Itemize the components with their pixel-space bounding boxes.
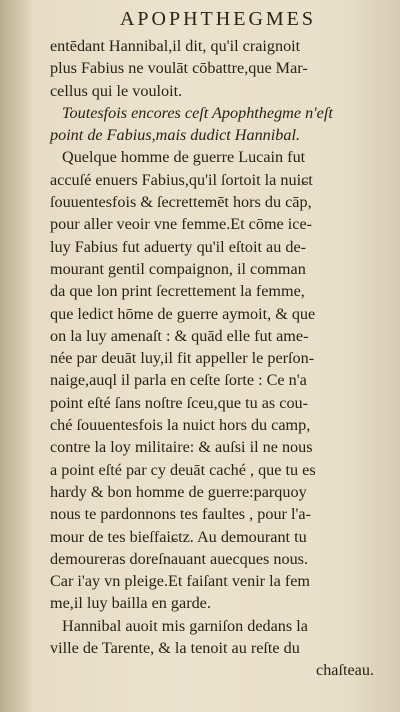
- text-line: mour de tes bieſfaiɕtz. Au demourant tu: [50, 527, 307, 546]
- text-line: hardy & bon homme de guerre:parquoy: [50, 482, 307, 501]
- text-line: me,il luy bailla en garde.: [50, 594, 211, 613]
- text-line: point eſté ſans noſtre ſceu,que tu as cou-: [50, 393, 309, 412]
- gutter-shadow: [0, 0, 34, 712]
- text-line: Car i'ay vn pleige.Et faiſant venir la fem: [50, 572, 311, 591]
- text-line: on la luy amenaſt : & quād elle fut ame-: [50, 326, 309, 345]
- text-line: point de Fabius,mais dudict Hannibal.: [50, 126, 300, 145]
- text-line: ville de Tarente, & la tenoit au reſte du: [50, 639, 300, 658]
- text-line: naige,auql il parla en ceſte ſorte : Ce n'a: [50, 371, 307, 390]
- text-line: Quelque homme de guerre Lucain fut: [62, 148, 306, 167]
- text-line: a point eſté par cy deuāt caché , que tu es: [50, 460, 316, 479]
- text-line: nous te pardonnons tes faultes , pour l'a-: [50, 505, 311, 524]
- text-block: [50, 35, 386, 682]
- text-line: ſouuentesfois & ſecrettemēt hors du cāp,: [50, 193, 312, 212]
- text-line: cellus qui le vouloit.: [50, 81, 183, 100]
- text-line: da que lon print ſecrettement la femme,: [50, 282, 305, 301]
- text-line: plus Fabius ne voulāt cōbattre,que Mar-: [50, 59, 308, 78]
- text-line: luy Fabius fut aduerty qu'il eſtoit au de-: [50, 237, 307, 256]
- text-line: accuſé enuers Fabius,qu'il ſortoit la nuiɕt: [50, 170, 313, 189]
- text-line: mourant gentil compaignon, il comman: [50, 259, 306, 278]
- text-line: Hannibal auoit mis garniſon dedans la: [62, 616, 308, 635]
- text-line: née par deuāt luy,il fit appeller le perſon-: [50, 349, 315, 368]
- text-line: Toutesfois encores ceſt Apophthegme n'eſt: [62, 103, 333, 122]
- text-line: que ledict hōme de guerre aymoit, & que: [50, 304, 316, 323]
- text-line: entēdant Hannibal,il dit, qu'il craignoit: [50, 37, 301, 55]
- text-line: demoureras doreſnauant auecques nous.: [50, 549, 309, 568]
- text-line: ché ſouuentesfois la nuict hors du camp,: [50, 416, 311, 435]
- text-line: contre la loy militaire: & auſsi il ne nous: [50, 438, 313, 457]
- text-line: chaſteau.: [316, 661, 374, 680]
- running-head: APOPHTHEGMES: [119, 8, 317, 30]
- text-line: pour aller veoir vne femme.Et cōme ice-: [50, 215, 313, 234]
